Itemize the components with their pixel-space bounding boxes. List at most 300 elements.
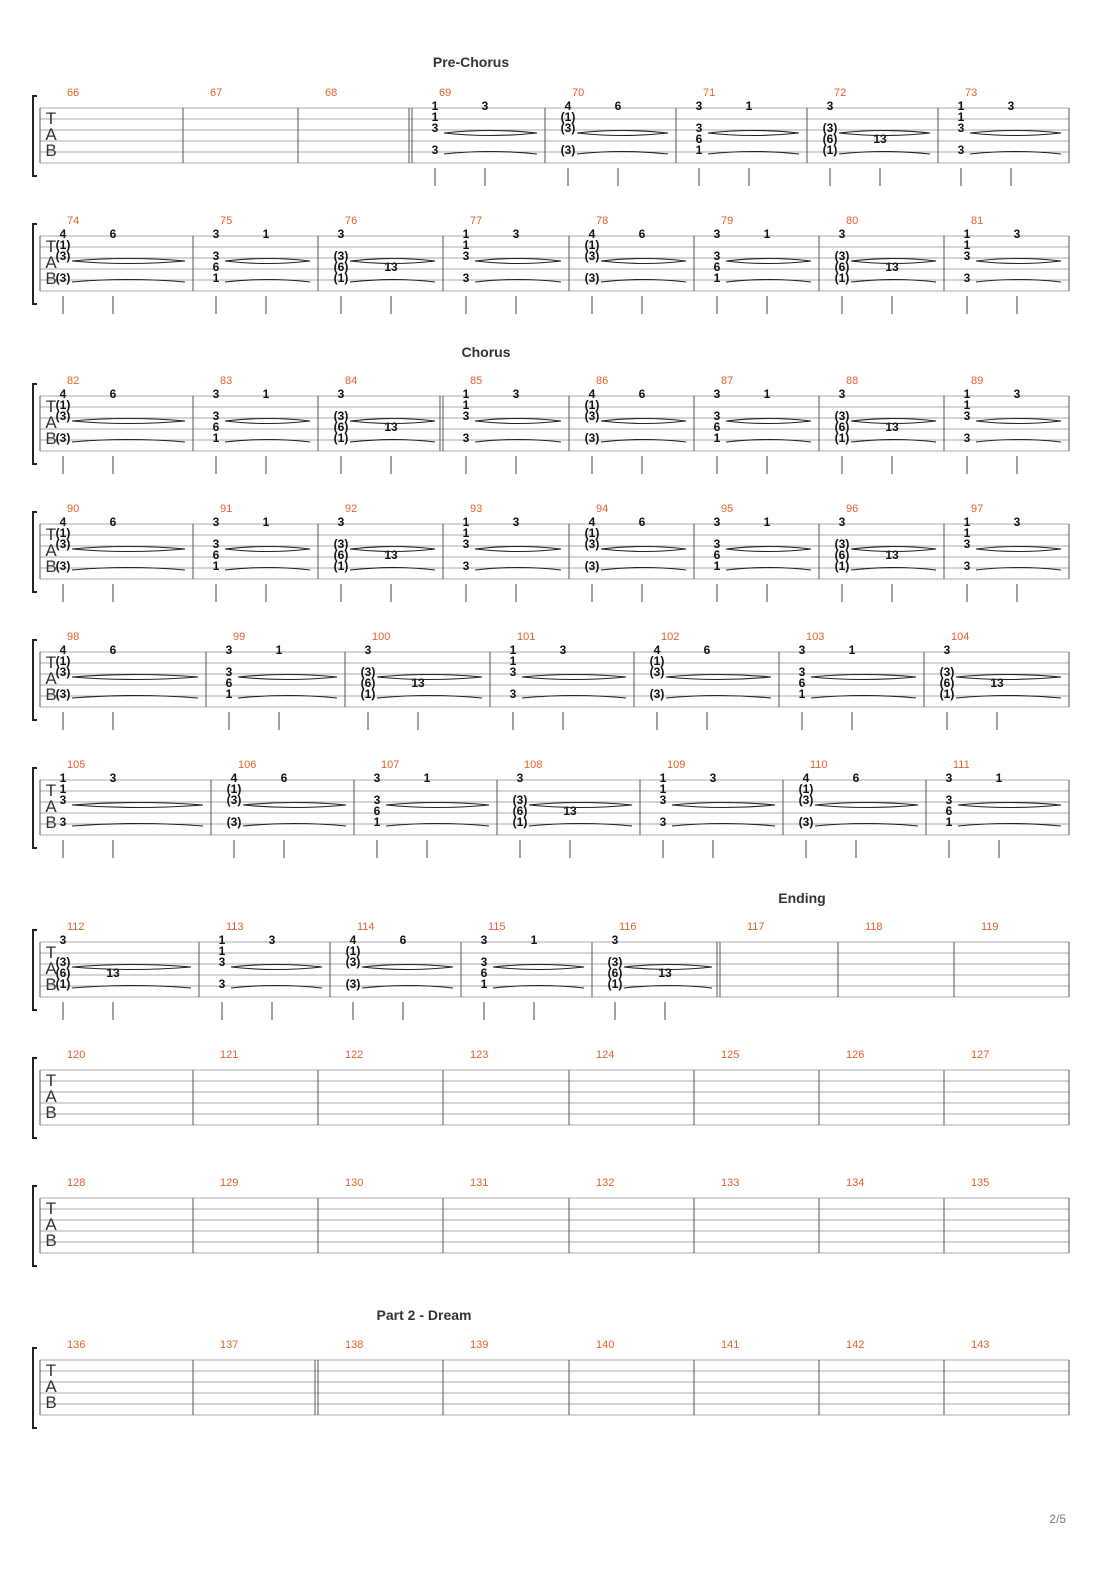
fret-number: 3 [713,227,721,241]
fret-number: 1 [695,143,703,157]
fret-number: 6 [212,548,220,562]
slur [238,675,337,678]
bar-number: 81 [971,215,984,227]
bar-number: 127 [971,1049,990,1061]
fret-number: 1 [373,815,381,829]
fret-number: 3 [509,687,517,701]
staff-system [33,344,1069,474]
slur [475,419,561,422]
bar-number: 134 [846,1177,865,1189]
fret-number: 1 [963,387,971,401]
bar-number: 82 [67,375,80,387]
fret-number: 1 [462,227,470,241]
slur [225,421,310,424]
fret-number: (6) [834,420,850,434]
fret-number: 3 [713,387,721,401]
fret-number: 6 [480,966,488,980]
fret-number: 4 [230,771,238,785]
slur [601,259,686,262]
fret-number: (3) [649,687,665,701]
systems-layer [33,54,1069,1428]
fret-number: (3) [55,955,71,969]
fret-number: (3) [55,409,71,423]
tab-clef-letter: B [45,813,57,832]
bar-number: 70 [572,87,585,99]
fret-number: 4 [802,771,810,785]
fret-number: 1 [262,227,270,241]
fret-number: (3) [333,409,349,423]
bar-number: 83 [220,375,233,387]
tab-clef-letter: T [45,1199,57,1218]
fret-number: 1 [957,99,965,113]
slur [72,803,203,806]
slur [493,967,584,970]
slur [493,965,584,968]
fret-number: (3) [226,793,242,807]
slur [386,803,489,806]
fret-number: 3 [943,643,951,657]
fret-number: 3 [709,771,717,785]
bar-number: 89 [971,375,984,387]
slur [726,419,811,422]
fret-number: 3 [945,793,953,807]
bar-number: 96 [846,503,859,515]
tab-clef-letter: A [45,541,57,560]
fret-number: 3 [659,815,667,829]
fret-number: (6) [333,548,349,562]
fret-number: (3) [834,409,850,423]
slur [811,675,916,678]
fret-number: (3) [55,687,71,701]
slur [976,261,1061,264]
fret-number: 4 [349,933,357,947]
fret-number: (6) [333,260,349,274]
slur [666,675,771,678]
fret-number: 1 [763,515,771,529]
fret-number: (3) [226,815,242,829]
fret-number: 4 [588,227,596,241]
bar-number: 107 [381,759,400,771]
tab-clef-letter: T [45,237,57,256]
fret-number: 6 [614,99,622,113]
fret-number: 1 [462,526,470,540]
fret-number: 3 [695,121,703,135]
fret-number: 3 [218,977,226,991]
fret-number: 3 [480,955,488,969]
fret-number: 6 [109,515,117,529]
slur [815,805,918,808]
slur [377,675,482,678]
fret-number: (3) [584,249,600,263]
fret-number: 6 [945,804,953,818]
staff-system [33,1307,1069,1428]
fret-number: (3) [834,537,850,551]
tab-clef-letter: B [45,269,57,288]
fret-number: (3) [584,409,600,423]
bar-number: 102 [661,631,680,643]
slur [72,549,185,552]
fret-number: 3 [695,99,703,113]
fret-number: (6) [822,132,838,146]
slur [601,419,686,422]
bar-number: 68 [325,87,338,99]
bar-number: 85 [470,375,483,387]
fret-number: 1 [423,771,431,785]
bar-number: 112 [67,921,85,933]
fret-number: 1 [462,515,470,529]
bar-number: 125 [721,1049,740,1061]
fret-number: 1 [963,398,971,412]
fret-number: (1) [345,944,361,958]
fret-number: (1) [584,398,600,412]
bar-number: 80 [846,215,859,227]
fret-number: 1 [262,515,270,529]
fret-number: 3 [957,143,965,157]
tab-clef-letter: T [45,397,57,416]
fret-number: 13 [563,804,577,818]
staff-system [33,503,1069,602]
fret-number: (3) [584,559,600,573]
fret-number: (3) [649,665,665,679]
slur [970,131,1061,134]
tab-clef-letter: A [45,413,57,432]
slur [956,677,1061,680]
fret-number: 3 [481,99,489,113]
slur [72,419,185,422]
fret-number: (1) [512,815,528,829]
bar-number: 87 [721,375,734,387]
fret-number: 13 [384,260,398,274]
fret-number: (1) [584,238,600,252]
fret-number: 3 [225,665,233,679]
fret-number: (3) [55,271,71,285]
fret-number: 4 [564,99,572,113]
slur [601,549,686,552]
fret-number: 1 [462,238,470,252]
fret-number: 1 [431,110,439,124]
bar-number: 99 [233,631,246,643]
fret-number: 3 [512,515,520,529]
fret-number: 1 [848,643,856,657]
slur [726,261,811,264]
fret-number: 3 [957,121,965,135]
slur [522,677,626,680]
bar-number: 74 [67,215,80,227]
fret-number: (6) [360,676,376,690]
fret-number: 3 [431,143,439,157]
bar-number: 131 [470,1177,489,1189]
fret-number: 1 [713,271,721,285]
fret-number: (6) [939,676,955,690]
slur [225,419,310,422]
fret-number: 3 [611,933,619,947]
fret-number: 3 [462,537,470,551]
bar-number: 114 [357,921,375,933]
fret-number: 3 [963,271,971,285]
fret-number: (6) [607,966,623,980]
fret-number: (3) [584,537,600,551]
bar-number: 103 [806,631,825,643]
bar-number: 120 [67,1049,86,1061]
staff-system [33,631,1069,730]
bar-number: 92 [345,503,358,515]
bar-number: 95 [721,503,734,515]
fret-number: 3 [218,955,226,969]
fret-number: (3) [55,537,71,551]
fret-number: 3 [1013,227,1021,241]
fret-number: 13 [990,676,1004,690]
fret-number: 3 [963,249,971,263]
fret-number: 4 [59,643,67,657]
fret-number: 3 [212,515,220,529]
fret-number: 3 [480,933,488,947]
slur [72,965,191,968]
fret-number: 1 [431,99,439,113]
fret-number: (1) [333,559,349,573]
fret-number: 1 [745,99,753,113]
fret-number: (1) [939,687,955,701]
slur [475,259,561,262]
staff-brace [33,1058,37,1138]
tab-clef-letter: B [45,141,57,160]
bar-number: 119 [981,921,999,933]
tab-clef-letter: A [45,1377,57,1396]
fret-number: 1 [262,387,270,401]
tab-clef-letter: A [45,959,57,978]
fret-number: 3 [462,271,470,285]
bar-number: 90 [67,503,80,515]
bar-number: 79 [721,215,734,227]
fret-number: 3 [462,559,470,573]
fret-number: (3) [607,955,623,969]
fret-number: 3 [212,249,220,263]
fret-number: (1) [822,143,838,157]
fret-number: 1 [212,559,220,573]
fret-number: 1 [509,643,517,657]
tab-clef-letter: B [45,1103,57,1122]
fret-number: 3 [373,793,381,807]
slur [976,259,1061,262]
staff-brace [33,96,37,176]
fret-number: 3 [963,409,971,423]
fret-number: 1 [945,815,953,829]
fret-number: (1) [649,654,665,668]
fret-number: 6 [109,227,117,241]
bar-number: 73 [965,87,978,99]
slur [976,547,1061,550]
fret-number: 13 [411,676,425,690]
fret-number: 1 [530,933,538,947]
bar-number: 116 [619,921,637,933]
slur [815,803,918,806]
bar-number: 130 [345,1177,364,1189]
fret-number: (1) [226,782,242,796]
bar-number: 100 [372,631,391,643]
fret-number: 13 [873,132,887,146]
fret-number: 3 [838,515,846,529]
slur [72,967,191,970]
bar-number: 94 [596,503,609,515]
fret-number: (3) [333,249,349,263]
fret-number: (3) [55,665,71,679]
slur [726,259,811,262]
fret-number: 3 [798,643,806,657]
slur [444,133,537,136]
fret-number: 1 [713,559,721,573]
slur [72,805,203,808]
slur [72,675,198,678]
slur [529,803,632,806]
bar-number: 69 [439,87,452,99]
tab-clef-letter: A [45,253,57,272]
slur [475,547,561,550]
fret-number: 1 [480,977,488,991]
fret-number: 1 [59,771,67,785]
bar-number: 78 [596,215,609,227]
fret-number: 6 [280,771,288,785]
tab-clef-letter: T [45,525,57,544]
bar-number: 129 [220,1177,239,1189]
fret-number: (6) [834,260,850,274]
fret-number: (6) [55,966,71,980]
slur [577,131,668,134]
staff-brace [33,768,37,848]
slur [601,547,686,550]
slur [976,421,1061,424]
bar-number: 141 [721,1339,740,1351]
fret-number: (3) [798,815,814,829]
fret-number: 3 [963,559,971,573]
slur [243,805,346,808]
bar-number: 72 [834,87,847,99]
fret-number: 3 [364,643,372,657]
slur [243,803,346,806]
fret-number: 3 [212,387,220,401]
fret-number: (3) [360,665,376,679]
fret-number: 1 [763,387,771,401]
staff-system [33,890,1069,1020]
fret-number: 3 [462,409,470,423]
fret-number: 1 [212,271,220,285]
bar-number: 75 [220,215,233,227]
fret-number: (1) [834,559,850,573]
fret-number: (1) [333,271,349,285]
bar-number: 110 [810,759,828,771]
bar-number: 77 [470,215,483,227]
bar-number: 86 [596,375,609,387]
bar-number: 124 [596,1049,615,1061]
fret-number: 3 [713,515,721,529]
slur [956,675,1061,678]
staff-system [33,759,1069,858]
staff-system [33,1177,1069,1266]
fret-number: 1 [713,431,721,445]
fret-number: (1) [798,782,814,796]
slur [225,549,310,552]
fret-number: 6 [212,260,220,274]
tab-clef-letter: B [45,557,57,576]
tab-clef-letter: T [45,1071,57,1090]
bar-number: 126 [846,1049,865,1061]
fret-number: (1) [584,526,600,540]
fret-number: (3) [822,121,838,135]
staff-brace [33,384,37,464]
bar-number: 135 [971,1177,990,1189]
fret-number: 3 [225,643,233,657]
staff-system [33,54,1069,186]
fret-number: 3 [431,121,439,135]
section-label: Pre-Chorus [432,54,510,70]
fret-number: 1 [995,771,1003,785]
fret-number: (3) [345,977,361,991]
fret-number: 3 [59,933,67,947]
bar-number: 132 [596,1177,615,1189]
fret-number: 1 [509,654,517,668]
fret-number: (3) [55,249,71,263]
fret-number: 3 [659,793,667,807]
fret-number: 1 [963,515,971,529]
fret-number: (6) [333,420,349,434]
slur [72,677,198,680]
fret-number: 4 [588,387,596,401]
bar-number: 97 [971,503,984,515]
fret-number: (3) [834,249,850,263]
fret-number: (3) [512,793,528,807]
fret-number: 3 [337,515,345,529]
staff-brace [33,1348,37,1428]
tab-clef-letter: A [45,1215,57,1234]
fret-number: 1 [225,687,233,701]
fret-number: (3) [584,271,600,285]
fret-number: 3 [212,537,220,551]
slur [672,803,775,806]
fret-number: 6 [638,515,646,529]
bar-number: 106 [238,759,257,771]
bar-number: 138 [345,1339,364,1351]
fret-number: 3 [559,643,567,657]
fret-number: (3) [798,793,814,807]
fret-number: 3 [337,387,345,401]
slur [958,805,1061,808]
fret-number: (3) [55,431,71,445]
fret-number: 4 [59,387,67,401]
slur [708,133,799,136]
fret-number: 3 [268,933,276,947]
slur [976,549,1061,552]
fret-number: (1) [55,654,71,668]
fret-number: 3 [963,537,971,551]
fret-number: 3 [462,249,470,263]
bar-number: 143 [971,1339,990,1351]
slur [238,677,337,680]
fret-number: 4 [59,227,67,241]
slur [72,421,185,424]
bar-number: 140 [596,1339,615,1351]
fret-number: 13 [658,966,672,980]
slur [475,421,561,424]
slur [225,547,310,550]
fret-number: 3 [1013,387,1021,401]
bar-number: 123 [470,1049,489,1061]
section-label: Part 2 - Dream [376,1307,472,1323]
bar-number: 139 [470,1339,489,1351]
bar-number: 71 [703,87,716,99]
tab-clef-letter: B [45,1231,57,1250]
fret-number: 6 [109,387,117,401]
slur [958,803,1061,806]
fret-number: 4 [653,643,661,657]
tab-clef-letter: A [45,797,57,816]
